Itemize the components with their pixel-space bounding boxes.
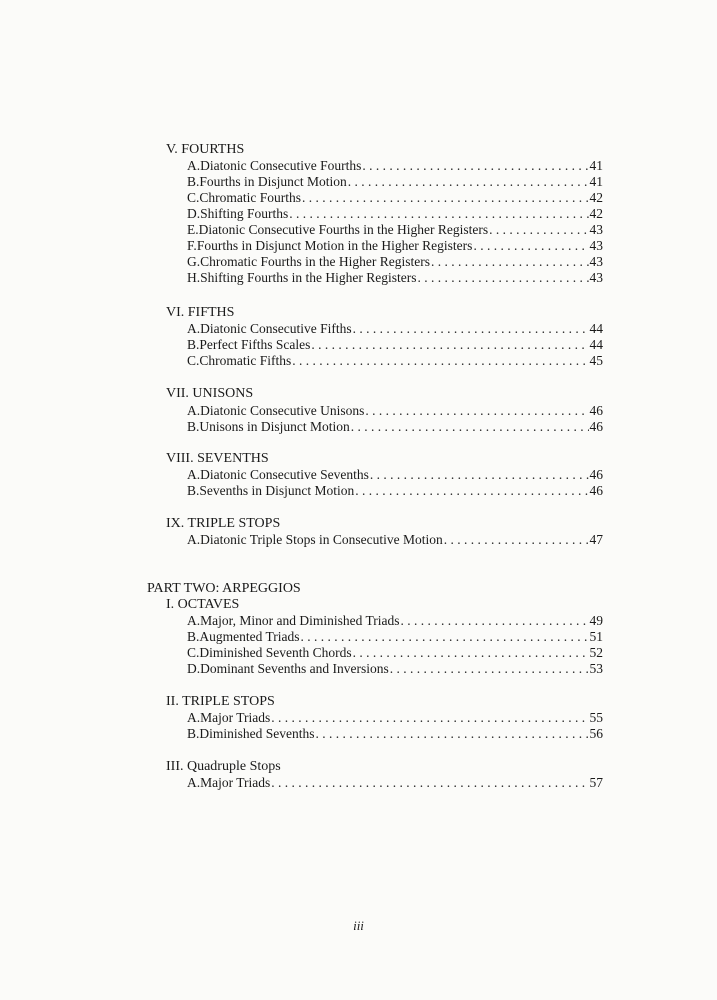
entry-letter: A. (187, 403, 201, 418)
entry-page: 43 (589, 270, 603, 285)
section-heading: III. Quadruple Stops (166, 759, 281, 774)
entry-title: Sevenths in Disjunct Motion (199, 483, 355, 498)
entry-page: 55 (589, 710, 603, 725)
dot-leader (370, 467, 589, 483)
toc-entry (187, 158, 603, 174)
section-heading: IX. TRIPLE STOPS (166, 516, 281, 531)
dot-leader (431, 254, 589, 270)
page-number: iii (353, 918, 364, 933)
entry-title: Chromatic Fourths (199, 190, 302, 205)
section-heading: I. OCTAVES (166, 597, 240, 612)
entry-title: Major Triads (200, 710, 271, 725)
section-heading: VII. UNISONS (166, 386, 254, 401)
entry-title: Perfect Fifths Scales (199, 337, 311, 352)
entry-page: 46 (589, 483, 603, 498)
entry-page: 42 (589, 206, 603, 221)
entry-letter: B. (187, 174, 200, 189)
entry-title: Augmented Triads (199, 629, 300, 644)
entry-title: Chromatic Fifths (199, 353, 292, 368)
entry-title: Diatonic Consecutive Fourths (200, 158, 362, 173)
toc-entry (187, 645, 603, 661)
entry-letter: C. (187, 353, 200, 368)
entry-title: Diminished Sevenths (199, 726, 315, 741)
entry-letter: B. (187, 483, 200, 498)
entry-letter: C. (187, 645, 200, 660)
toc-entry (187, 353, 603, 369)
entry-title: Unisons in Disjunct Motion (199, 419, 350, 434)
toc-entry (187, 710, 603, 726)
entry-letter: A. (187, 775, 201, 790)
dot-leader (473, 238, 588, 254)
dot-leader (489, 222, 588, 238)
entry-title: Fourths in Disjunct Motion (199, 174, 347, 189)
entry-letter: E. (187, 222, 199, 237)
entry-page: 46 (589, 467, 603, 482)
toc-entry (187, 613, 603, 629)
dot-leader (271, 710, 588, 726)
toc-entry (187, 254, 603, 270)
toc-entry (187, 174, 603, 190)
toc-entry (187, 532, 603, 548)
entry-letter: A. (187, 532, 201, 547)
toc-entry (187, 190, 603, 206)
toc-entry (187, 222, 603, 238)
dot-leader (353, 321, 589, 337)
dot-leader (311, 337, 588, 353)
section-heading: VI. FIFTHS (166, 305, 235, 320)
entry-letter: G. (187, 254, 201, 269)
section-heading: II. TRIPLE STOPS (166, 694, 275, 709)
entry-letter: A. (187, 321, 201, 336)
entry-page: 43 (589, 254, 603, 269)
entry-page: 51 (589, 629, 603, 644)
entry-page: 46 (589, 419, 603, 434)
section-heading: VIII. SEVENTHS (166, 451, 269, 466)
entry-letter: C. (187, 190, 200, 205)
dot-leader (444, 532, 589, 548)
toc-entry (187, 661, 603, 677)
dot-leader (418, 270, 589, 286)
entry-title: Chromatic Fourths in the Higher Registers (200, 254, 430, 269)
dot-leader (353, 645, 589, 661)
entry-letter: B. (187, 337, 200, 352)
entry-letter: B. (187, 629, 200, 644)
entry-title: Diminished Seventh Chords (199, 645, 352, 660)
entry-page: 52 (589, 645, 603, 660)
entry-page: 41 (589, 174, 603, 189)
toc-entry (187, 775, 603, 791)
toc-entry (187, 467, 603, 483)
entry-letter: F. (187, 238, 197, 253)
entry-page: 47 (589, 532, 603, 547)
entry-page: 43 (589, 238, 603, 253)
entry-letter: D. (187, 206, 201, 221)
dot-leader (355, 483, 588, 499)
entry-page: 53 (589, 661, 603, 676)
entry-page: 44 (589, 337, 603, 352)
entry-title: Diatonic Consecutive Fourths in the Higher Registers (198, 222, 489, 237)
entry-page: 57 (589, 775, 603, 790)
toc-entry (187, 206, 603, 222)
entry-title: Diatonic Triple Stops in Consecutive Motion (200, 532, 443, 547)
entry-letter: A. (187, 158, 201, 173)
toc-entry (187, 483, 603, 499)
entry-page: 56 (589, 726, 603, 741)
dot-leader (351, 419, 589, 435)
entry-page: 46 (589, 403, 603, 418)
dot-leader (271, 775, 588, 791)
dot-leader (289, 206, 588, 222)
entry-letter: H. (187, 270, 201, 285)
entry-page: 43 (589, 222, 603, 237)
entry-title: Major, Minor and Diminished Triads (200, 613, 400, 628)
entry-title: Diatonic Consecutive Sevenths (200, 467, 369, 482)
dot-leader (390, 661, 589, 677)
entry-title: Shifting Fourths (200, 206, 289, 221)
entry-page: 44 (589, 321, 603, 336)
entry-letter: D. (187, 661, 201, 676)
entry-title: Fourths in Disjunct Motion in the Higher Registers (196, 238, 473, 253)
entry-letter: A. (187, 467, 201, 482)
dot-leader (316, 726, 589, 742)
entry-title: Major Triads (200, 775, 271, 790)
part-heading: PART TWO: ARPEGGIOS (147, 581, 301, 596)
toc-entry (187, 403, 603, 419)
toc-entry (187, 321, 603, 337)
toc-entry (187, 270, 603, 286)
entry-letter: A. (187, 613, 201, 628)
dot-leader (302, 190, 588, 206)
dot-leader (365, 403, 588, 419)
toc-entry (187, 337, 603, 353)
entry-title: Diatonic Consecutive Unisons (200, 403, 365, 418)
entry-page: 42 (589, 190, 603, 205)
toc-entry (187, 238, 603, 254)
dot-leader (301, 629, 589, 645)
entry-title: Diatonic Consecutive Fifths (200, 321, 352, 336)
entry-letter: A. (187, 710, 201, 725)
entry-letter: B. (187, 419, 200, 434)
entry-title: Shifting Fourths in the Higher Registers (200, 270, 417, 285)
toc-entry (187, 629, 603, 645)
dot-leader (292, 353, 588, 369)
entry-page: 49 (589, 613, 603, 628)
entry-page: 45 (589, 353, 603, 368)
entry-page: 41 (589, 158, 603, 173)
section-heading: V. FOURTHS (166, 142, 245, 157)
dot-leader (348, 174, 589, 190)
entry-title: Dominant Sevenths and Inversions (200, 661, 389, 676)
toc-entry (187, 726, 603, 742)
entry-letter: B. (187, 726, 200, 741)
dot-leader (400, 613, 588, 629)
toc-entry (187, 419, 603, 435)
dot-leader (362, 158, 588, 174)
